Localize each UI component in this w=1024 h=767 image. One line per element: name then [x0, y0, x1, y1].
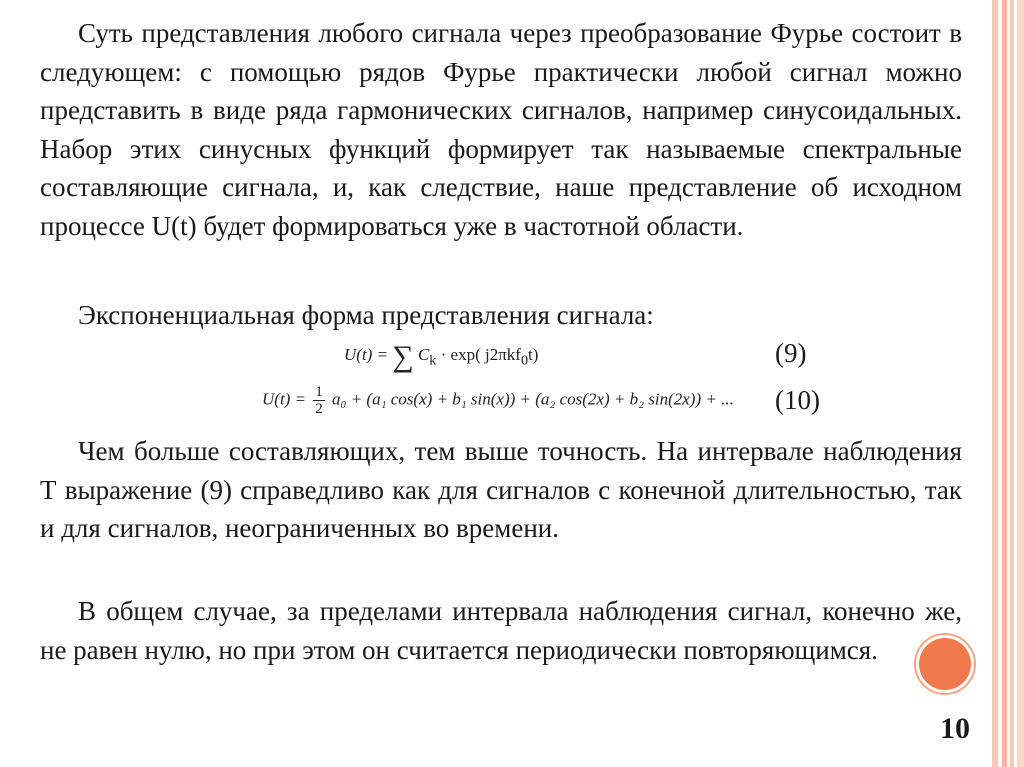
formula-9-coef: C — [417, 345, 430, 364]
page-number: 10 — [940, 712, 970, 745]
paragraph-fourier-essence: Суть представления любого сигнала через преобразование Фурье состоит в следующем: с помощью рядов Фурье практически любой сигнал можно представить в виде ряда гармонических сигналов, например синусоидальных. Набор этих синусных функций формирует так называемые спектральные составляющие сигнала, и, как следствие, наше представление об исходном процессе U(t) будет формироваться уже в частотной области. — [40, 18, 962, 241]
accent-circle — [919, 638, 971, 690]
decorative-stripe — [1002, 0, 1007, 767]
formula-10-rhs: a₀ + (a₁ cos(x) + b₁ sin(x)) + (a₂ cos(2x) + b₂ sin(2x)) + ... — [332, 389, 734, 409]
formula-9-lhs: U(t) = — [344, 345, 389, 364]
fraction-one-half: $\frac{1}{2}$ — [315, 384, 323, 417]
formula-9: U(t) = ∑ $C_k \cdot \exp$( j2πkf$_0$t) — [344, 340, 539, 373]
formula-10 — [262, 384, 734, 417]
decorative-stripe — [1017, 0, 1024, 767]
decorative-stripe — [992, 0, 998, 767]
decorative-stripe — [1010, 0, 1014, 767]
formula-10-lhs: U(t) = — [262, 389, 307, 409]
formula-9-end: t) — [528, 345, 539, 364]
formula-9-exp: · exp( j2πkf — [440, 345, 521, 364]
sigma-icon: ∑ — [392, 340, 414, 373]
paragraph-periodicity: В общем случае, за пределами интервала наблюдения сигнал, конечно же, не равен нулю, но при этом он считается периодически повторяющимся. — [40, 596, 962, 665]
paragraph-exponential-form: Экспоненциальная форма представления сигнала: — [78, 300, 654, 330]
paragraph-accuracy: Чем больше составляющих, тем выше точность. На интервале наблюдения Т выражение (9) справедливо как для сигналов с конечной длительностью, так и для сигналов, неограниченных во времени. — [40, 436, 962, 543]
equation-number-10: (10) — [775, 385, 820, 415]
equation-number-9: (9) — [775, 338, 807, 368]
